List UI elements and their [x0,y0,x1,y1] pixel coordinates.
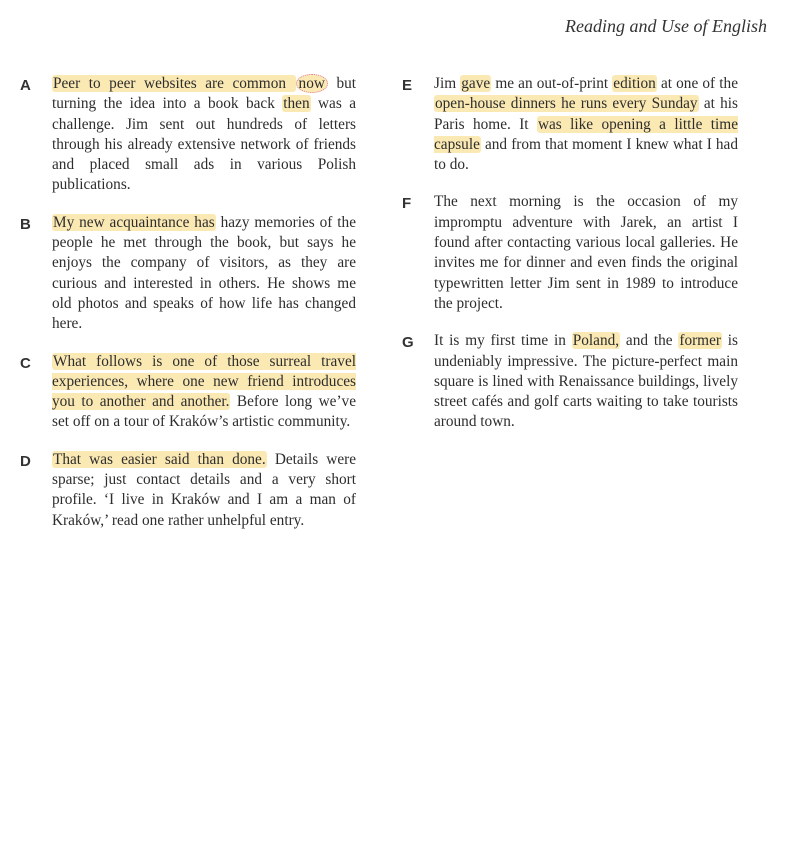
highlighted-text: Poland, [572,332,620,350]
highlighted-text: My new acquaintance has [53,213,215,231]
paragraph-letter: A [20,77,31,94]
paragraph-letter: C [20,354,31,372]
highlighted-text: open-house dinners he runs every Sunday [435,95,698,113]
paragraph-e [402,74,738,175]
text-run: hazy memories of the people he met through the book, but says he enjoys the company of visitors, as they are curious and interested in others. He shows me old photos and speaks of how life has changed here. [52,213,356,333]
text-run: and from that moment I knew what I had to do. [434,135,738,174]
paragraph-g [402,331,738,432]
paragraph-text [52,74,356,196]
paragraph-letter: B [20,215,31,233]
text-run: Details were sparse; just contact details and a very short profile. ‘I live in Kraków and I am a man of Kraków,’ read one rather unhelpful entry. [52,450,356,529]
text-run: and the [620,332,679,350]
right-column [402,74,738,450]
text-run: The next morning is the occasion of my impromptu adventure with Jarek, an artist I found after contacting various local galleries. He invites me for dinner and even finds the original typewritten letter Jim sent in 1989 to introduce the project. [434,193,738,312]
highlighted-text: former [679,332,721,350]
highlighted-text: What follows is one of those surreal travel experiences, where one new friend introduces you to another and another. [52,352,356,411]
paragraph-letter: F [402,195,412,213]
paragraph-f [402,192,738,314]
text-run: at one of the [656,75,738,92]
paragraph-b [20,213,356,335]
paragraph-a [20,74,356,196]
paragraph-text [434,74,738,175]
highlighted-text: That was easier said than done. [53,450,266,468]
circled-word: now [296,74,328,93]
page-header: Reading and Use of English [565,16,767,36]
paragraph-d [20,450,356,531]
highlighted-text: then [283,95,310,113]
paragraph-letter: G [402,334,414,352]
text-run: was a challenge. Jim sent out hundreds of letters through his already extensive network of friends and placed small ads in various Polish publications. [52,95,356,194]
highlighted-text: edition [613,75,656,92]
text-run: It is my first time in [434,332,572,350]
paragraph-c [20,352,356,433]
paragraph-letter: D [20,452,31,470]
text-run: Before long we’ve set off on a tour of Kraków’s artistic community. [52,393,356,431]
text-run: at his Paris home. It [434,95,738,133]
paragraph-text [52,352,356,433]
text-run: me an out-of-print [491,75,613,92]
text-run: is undeniably impressive. The picture-perfect main square is lined with Renaissance buildings, lively street cafés and golf carts waiting to take tourists around town. [434,332,738,431]
paragraph-text [434,331,738,432]
paragraph-text [434,192,738,314]
paragraph-text [52,213,356,335]
left-column [20,74,356,548]
paragraph-letter: E [402,77,413,94]
paragraph-text [52,450,356,531]
text-run: but turning the idea into a book back [52,75,356,113]
text-run: Jim [434,75,461,92]
highlighted-text: gave [461,75,491,92]
highlighted-text: was like opening a little time capsule [434,115,738,153]
highlighted-text: Peer to peer websites are common [53,75,295,92]
